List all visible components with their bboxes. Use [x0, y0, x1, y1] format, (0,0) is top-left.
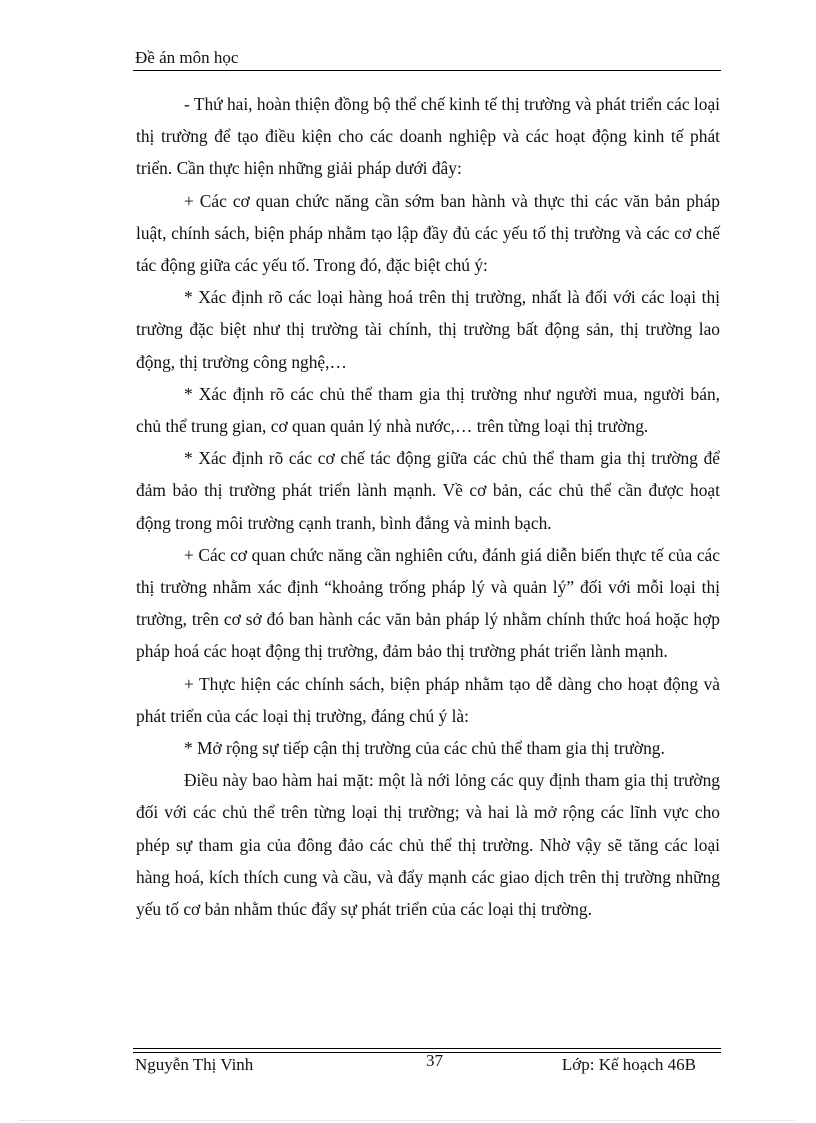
document-body [136, 88, 720, 925]
paragraph: * Xác định rõ các cơ chế tác động giữa các chủ thể tham gia thị trường để đảm bảo thị trường phát triển lành mạnh. Về cơ bản, các chủ thể cần được hoạt động trong môi trường cạnh tranh, bình đẳng và minh bạch. [136, 448, 720, 533]
header-divider [133, 70, 721, 71]
paragraph: * Mở rộng sự tiếp cận thị trường của các chủ thể tham gia thị trường. [184, 738, 665, 759]
footer-divider [133, 1048, 721, 1049]
page-header-title: Đề án môn học [135, 48, 239, 67]
paragraph: + Các cơ quan chức năng cần sớm ban hành và thực thi các văn bản pháp luật, chính sách, biện pháp nhằm tạo lập đầy đủ các yếu tố thị trường và các cơ chế tác động giữa các yếu tố. Trong đó, đặc biệt chú ý: [136, 190, 720, 276]
paragraph: + Thực hiện các chính sách, biện pháp nhằm tạo dễ dàng cho hoạt động và phát triển của các loại thị trường, đáng chú ý là: [136, 673, 720, 726]
page-edge-divider [20, 1120, 796, 1121]
paragraph: + Các cơ quan chức năng cần nghiên cứu, đánh giá diễn biến thực tế của các thị trường nhằm xác định “khoảng trống pháp lý và quản lý” đối với mỗi loại thị trường, trên cơ sở đó ban hành các văn bản pháp lý nhằm chính thức hoá hoặc hợp pháp hoá các hoạt động thị trường, đảm bảo thị trường phát triển lành mạnh. [136, 544, 720, 662]
paragraph: * Xác định rõ các chủ thể tham gia thị trường như người mua, người bán, chủ thể trung gian, cơ quan quản lý nhà nước,… trên từng loại thị trường. [136, 383, 720, 437]
footer-author: Nguyễn Thị Vinh [135, 1055, 254, 1074]
footer-class-label: Lớp: Kế hoạch 46B [561, 1055, 696, 1074]
page-number: 37 [426, 1051, 443, 1070]
paragraph: - Thứ hai, hoàn thiện đồng bộ thể chế kinh tế thị trường và phát triển các loại thị trường để tạo điều kiện cho các doanh nghiệp và các hoạt động kinh tế phát triển. Cần thực hiện những giải pháp dưới đây: [136, 94, 720, 179]
paragraph: * Xác định rõ các loại hàng hoá trên thị trường, nhất là đối với các loại thị trường đặc biệt như thị trường tài chính, thị trường bất động sản, thị trường lao động, thị trường công nghệ,… [136, 287, 720, 372]
paragraph: Điều này bao hàm hai mặt: một là nới lỏng các quy định tham gia thị trường đối với các chủ thể trên từng loại thị trường; và hai là mở rộng các lĩnh vực cho phép sự tham gia của đông đảo các chủ thể thị trường. Nhờ vậy sẽ tăng các loại hàng hoá, kích thích cung và cầu, và đẩy mạnh các giao dịch trên thị trường những yếu tố cơ bản nhằm thúc đẩy sự phát triển của các loại thị trường. [136, 770, 720, 920]
